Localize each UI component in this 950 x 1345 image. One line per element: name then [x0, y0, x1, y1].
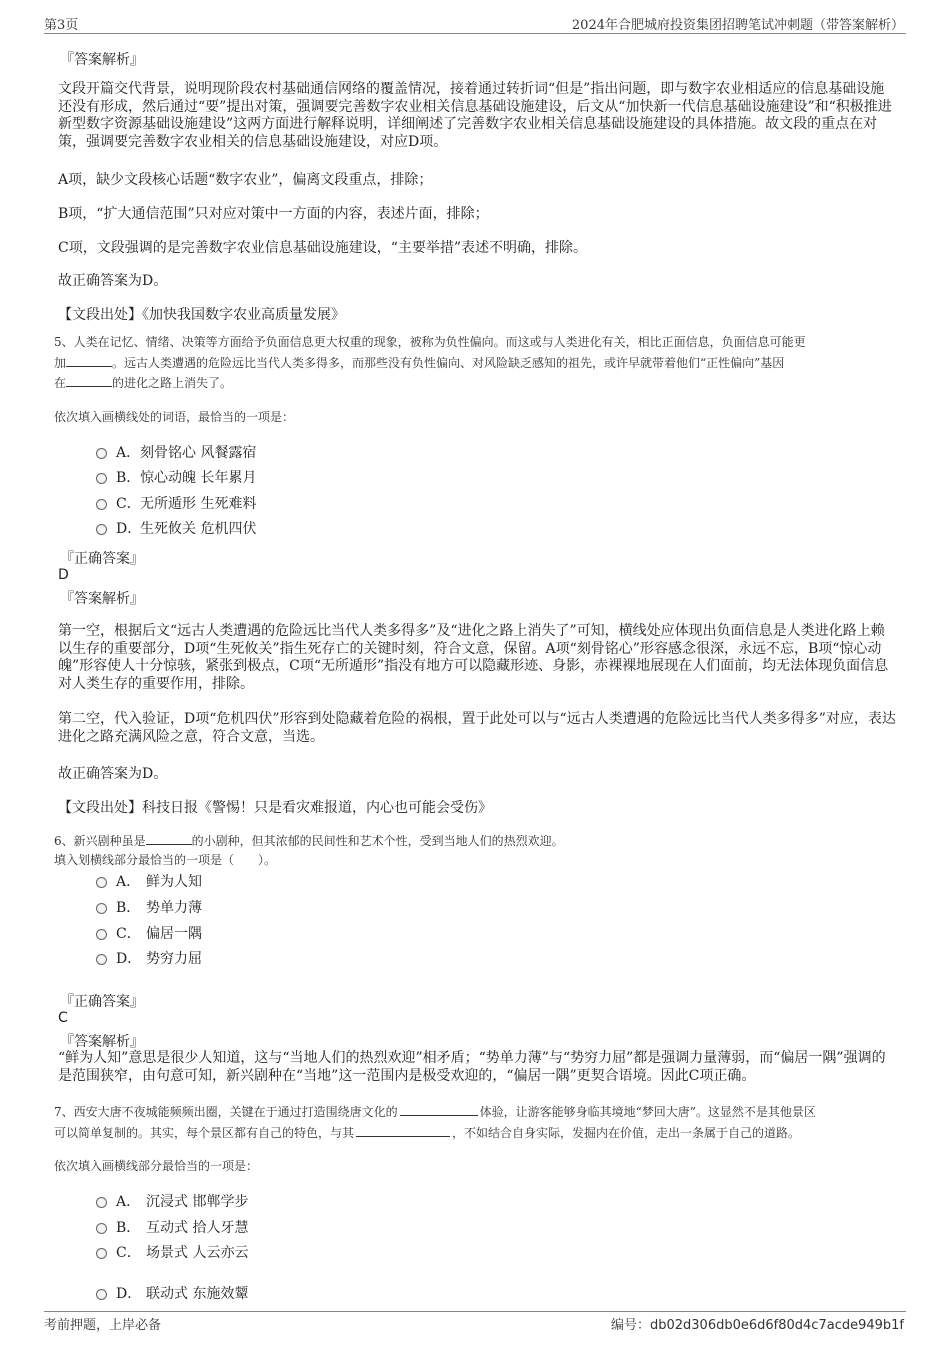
radio-icon[interactable]	[96, 1289, 107, 1300]
document-title: 2024年合肥城府投资集团招聘笔试冲刺题（带答案解析）	[571, 18, 904, 33]
question-text: 在	[54, 376, 67, 390]
q5-option-d[interactable]: D．生死攸关 危机四伏	[96, 519, 256, 539]
q5-option-c[interactable]: C．无所遁形 生死难料	[96, 494, 256, 514]
answer-label: 『正确答案』	[60, 994, 144, 1010]
question-5-line1: 5、人类在记忆、情绪、决策等方面给予负面信息更大权重的现象，被称为负性偏向。而这或与人类进化有关，相比正面信息，负面信息可能更	[54, 335, 806, 349]
q5-option-a[interactable]: A．刻骨铭心 风餐露宿	[96, 443, 256, 463]
analysis-label: 『答案解析』	[60, 52, 144, 68]
q6-option-c[interactable]: C． 偏居一隅	[96, 924, 202, 944]
radio-icon[interactable]	[96, 499, 107, 510]
answer-label: 『正确答案』	[60, 551, 144, 567]
question-5-prompt: 依次填入画横线处的词语，最恰当的一项是：	[54, 410, 295, 424]
radio-icon[interactable]	[96, 954, 107, 965]
question-text: 可以简单复制的。其实，每个景区都有自己的特色，与其	[54, 1126, 355, 1140]
correct-answer: C	[58, 1010, 68, 1026]
q7-option-b[interactable]: B． 互动式 拾人牙慧	[96, 1218, 248, 1238]
q7-option-a[interactable]: A． 沉浸式 邯郸学步	[96, 1192, 248, 1212]
q6-option-b[interactable]: B． 势单力薄	[96, 898, 202, 918]
footer-rule	[44, 1311, 906, 1312]
question-7-line1	[54, 1103, 816, 1120]
header-rule	[44, 33, 906, 34]
analysis-paragraph-1: 第一空，根据后文“远古人类遭遇的危险远比当代人类多得多”及“进化之路上消失了”可知，横线处应体现出负面信息是人类进化路上赖以生存的重要部分，D项“生死攸关”指生死存亡的关键时刻，符合文意，保留。A项“刻骨铭心”形容感念很深，永远不忘，B项“惊心动魄”形容使人十分惊骇，紧张到极点，C项“无所遁形”指没有地方可以隐藏形迹、身影，赤裸裸地展现在人们面前，均无法体现负面信息对人类生存的重要作用，排除。	[58, 623, 889, 692]
fill-blank	[146, 832, 192, 845]
radio-icon[interactable]	[96, 929, 107, 940]
q7-option-d[interactable]: D． 联动式 东施效颦	[96, 1284, 248, 1304]
radio-icon[interactable]	[96, 1223, 107, 1234]
radio-icon[interactable]	[96, 1248, 107, 1259]
question-text: ，不如结合自身实际，发掘内在价值，走出一条属于自己的道路。	[452, 1126, 801, 1140]
radio-icon[interactable]	[96, 524, 107, 535]
correct-answer: D	[58, 567, 69, 583]
question-5-line3	[54, 374, 232, 391]
conclusion: 故正确答案为D。	[58, 273, 168, 289]
radio-icon[interactable]	[96, 473, 107, 484]
question-text: 。远古人类遭遇的危险远比当代人类多得多，而那些没有负性偏向、对风险缺乏感知的祖先，或许早就带着他们“正性偏向”基因	[112, 356, 785, 370]
question-text: 的进化之路上消失了。	[112, 376, 233, 390]
analysis-paragraph: “鲜为人知”意思是很少人知道，这与“当地人们的热烈欢迎”相矛盾；“势单力薄”与“势穷力屈”都是强调力量薄弱，而“偏居一隅”强调的是范围狭窄，由句意可知，新兴剧种在“当地”这一范围内是极受欢迎的，“偏居一隅”更契合语境。因此C项正确。	[58, 1050, 886, 1084]
question-text: 加	[54, 356, 67, 370]
question-7-prompt: 依次填入画横线部分最恰当的一项是：	[54, 1159, 259, 1173]
radio-icon[interactable]	[96, 877, 107, 888]
fill-blank	[400, 1103, 478, 1116]
q5-option-b[interactable]: B．惊心动魄 长年累月	[96, 468, 256, 488]
q6-option-a[interactable]: A． 鲜为人知	[96, 872, 202, 892]
source-citation: 【文段出处】科技日报《警惕！只是看灾难报道，内心也可能会受伤》	[58, 800, 492, 816]
analysis-paragraph: 文段开篇交代背景，说明现阶段农村基础通信网络的覆盖情况，接着通过转折词“但是”指出问题，即与数字农业相适应的信息基础设施还没有形成，然后通过“要”提出对策，强调要完善数字农业相关信息基础设施建设，后文从“加快新一代信息基础设施建设”和“积极推进新型数字资源基础设施建设”这两方面进行解释说明，详细阐述了完善数字农业相关信息基础设施建设的具体措施。故文段的重点在对策，强调要完善数字农业相关的信息基础设施建设，对应D项。	[58, 81, 892, 150]
q7-option-c[interactable]: C． 场景式 人云亦云	[96, 1243, 248, 1263]
code-label: 编号：	[610, 1318, 650, 1333]
document-code	[611, 1314, 904, 1333]
question-6-prompt: 填入划横线部分最恰当的一项是（ ）。	[54, 853, 277, 867]
radio-icon[interactable]	[96, 448, 107, 459]
fill-blank	[66, 354, 112, 367]
fill-blank	[356, 1124, 450, 1137]
question-5-line2	[54, 354, 784, 371]
footer-slogan: 考前押题，上岸必备	[44, 1318, 162, 1333]
conclusion: 故正确答案为D。	[58, 766, 168, 782]
source-citation: 【文段出处】《加快我国数字农业高质量发展》	[58, 307, 345, 323]
analysis-option-c: C项，文段强调的是完善数字农业信息基础设施建设，“主要举措”表述不明确，排除。	[58, 240, 588, 256]
analysis-option-b: B项，“扩大通信范围”只对应对策中一方面的内容，表述片面，排除；	[58, 206, 489, 222]
code-value: db02d306db0e6d6f80d4c7acde949b1f	[649, 1318, 904, 1333]
question-text: 7、西安大唐不夜城能频频出圈，关键在于通过打造围绕唐文化的	[54, 1105, 398, 1119]
question-6-line1	[54, 832, 564, 849]
question-text: 的小剧种，但其浓郁的民间性和艺术个性，受到当地人们的热烈欢迎。	[191, 834, 564, 848]
page-number: 第3页	[44, 18, 79, 33]
radio-icon[interactable]	[96, 903, 107, 914]
analysis-label: 『答案解析』	[60, 591, 144, 607]
fill-blank	[66, 374, 112, 387]
question-7-line2	[54, 1124, 800, 1141]
question-text: 体验，让游客能够身临其境地“梦回大唐”。这显然不是其他景区	[479, 1105, 816, 1119]
radio-icon[interactable]	[96, 1197, 107, 1208]
analysis-option-a: A项，缺少文段核心话题“数字农业”，偏离文段重点，排除；	[58, 172, 433, 188]
question-text: 6、新兴剧种虽是	[54, 834, 146, 848]
analysis-paragraph-2: 第二空，代入验证，D项“危机四伏”形容到处隐藏着危险的祸根，置于此处可以与“远古人类遭遇的危险远比当代人类多得多”对应，表达进化之路充满风险之意，符合文意，当选。	[58, 711, 896, 745]
q6-option-d[interactable]: D． 势穷力屈	[96, 949, 202, 969]
analysis-label: 『答案解析』	[60, 1034, 144, 1050]
